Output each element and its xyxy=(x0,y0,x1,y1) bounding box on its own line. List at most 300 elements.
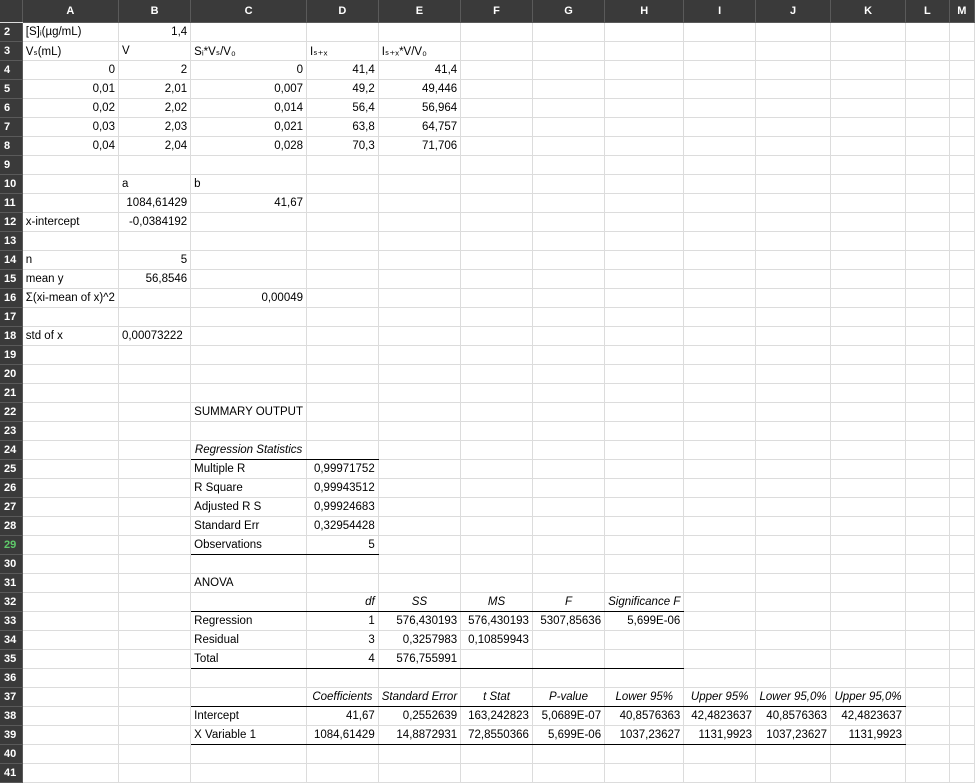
cell-j7[interactable] xyxy=(756,117,831,136)
cell-j12[interactable] xyxy=(756,212,831,231)
cell-d22[interactable] xyxy=(307,402,379,421)
cell-d11[interactable] xyxy=(307,193,379,212)
cell-c2[interactable] xyxy=(191,22,307,41)
cell-f22[interactable] xyxy=(461,402,533,421)
cell-k25[interactable] xyxy=(831,459,906,478)
cell-d12[interactable] xyxy=(307,212,379,231)
cell-g31[interactable] xyxy=(532,573,604,592)
cell-d32[interactable]: df xyxy=(307,592,379,611)
cell-d16[interactable] xyxy=(307,288,379,307)
cell-l27[interactable] xyxy=(906,497,950,516)
cell-a11[interactable] xyxy=(22,193,118,212)
cell-f16[interactable] xyxy=(461,288,533,307)
cell-b39[interactable] xyxy=(118,725,190,744)
cell-h15[interactable] xyxy=(605,269,684,288)
cell-i2[interactable] xyxy=(684,22,756,41)
cell-d26[interactable]: 0,99943512 xyxy=(307,478,379,497)
cell-l32[interactable] xyxy=(906,592,950,611)
cell-k39[interactable]: 1131,9923 xyxy=(831,725,906,744)
row-header-33[interactable]: 33 xyxy=(0,611,22,630)
cell-k20[interactable] xyxy=(831,364,906,383)
cell-l14[interactable] xyxy=(906,250,950,269)
cell-m19[interactable] xyxy=(949,345,974,364)
cell-l40[interactable] xyxy=(906,744,950,763)
cell-c19[interactable] xyxy=(191,345,307,364)
cell-d39[interactable]: 1084,61429 xyxy=(307,725,379,744)
cell-e19[interactable] xyxy=(378,345,460,364)
cell-b4[interactable]: 2 xyxy=(118,60,190,79)
cell-a23[interactable] xyxy=(22,421,118,440)
cell-d4[interactable]: 41,4 xyxy=(307,60,379,79)
cell-e23[interactable] xyxy=(378,421,460,440)
row-header-4[interactable]: 4 xyxy=(0,60,22,79)
cell-c25[interactable]: Multiple R xyxy=(191,459,307,478)
cell-m18[interactable] xyxy=(949,326,974,345)
cell-g26[interactable] xyxy=(532,478,604,497)
cell-j25[interactable] xyxy=(756,459,831,478)
cell-c41[interactable] xyxy=(191,763,307,782)
cell-h32[interactable]: Significance F xyxy=(605,592,684,611)
cell-k14[interactable] xyxy=(831,250,906,269)
cell-m34[interactable] xyxy=(949,630,974,649)
cell-i9[interactable] xyxy=(684,155,756,174)
cell-a18[interactable]: std of x xyxy=(22,326,118,345)
cell-f18[interactable] xyxy=(461,326,533,345)
cell-l4[interactable] xyxy=(906,60,950,79)
cell-i37[interactable]: Upper 95% xyxy=(684,687,756,706)
cell-f12[interactable] xyxy=(461,212,533,231)
row-header-36[interactable]: 36 xyxy=(0,668,22,687)
cell-e21[interactable] xyxy=(378,383,460,402)
row-header-35[interactable]: 35 xyxy=(0,649,22,668)
cell-g10[interactable] xyxy=(532,174,604,193)
cell-a25[interactable] xyxy=(22,459,118,478)
cell-b15[interactable]: 56,8546 xyxy=(118,269,190,288)
cell-d28[interactable]: 0,32954428 xyxy=(307,516,379,535)
cell-k7[interactable] xyxy=(831,117,906,136)
cell-d41[interactable] xyxy=(307,763,379,782)
cell-h27[interactable] xyxy=(605,497,684,516)
cell-g19[interactable] xyxy=(532,345,604,364)
cell-f27[interactable] xyxy=(461,497,533,516)
cell-j38[interactable]: 40,8576363 xyxy=(756,706,831,725)
cell-e35[interactable]: 576,755991 xyxy=(378,649,460,668)
column-header-e[interactable]: E xyxy=(378,0,460,22)
row-header-41[interactable]: 41 xyxy=(0,763,22,782)
cell-e6[interactable]: 56,964 xyxy=(378,98,460,117)
cell-e22[interactable] xyxy=(378,402,460,421)
cell-f40[interactable] xyxy=(461,744,533,763)
cell-d29[interactable]: 5 xyxy=(307,535,379,554)
cell-m11[interactable] xyxy=(949,193,974,212)
cell-e36[interactable] xyxy=(378,668,460,687)
cell-j35[interactable] xyxy=(756,649,831,668)
cell-j32[interactable] xyxy=(756,592,831,611)
cell-h25[interactable] xyxy=(605,459,684,478)
cell-f33[interactable]: 576,430193 xyxy=(461,611,533,630)
cell-a9[interactable] xyxy=(22,155,118,174)
cell-l21[interactable] xyxy=(906,383,950,402)
cell-a30[interactable] xyxy=(22,554,118,573)
cell-l29[interactable] xyxy=(906,535,950,554)
column-header-g[interactable]: G xyxy=(532,0,604,22)
row-header-40[interactable]: 40 xyxy=(0,744,22,763)
cell-c12[interactable] xyxy=(191,212,307,231)
cell-j41[interactable] xyxy=(756,763,831,782)
cell-c40[interactable] xyxy=(191,744,307,763)
cell-e12[interactable] xyxy=(378,212,460,231)
cell-k18[interactable] xyxy=(831,326,906,345)
row-header-23[interactable]: 23 xyxy=(0,421,22,440)
cell-a12[interactable]: x-intercept xyxy=(22,212,118,231)
cell-e41[interactable] xyxy=(378,763,460,782)
cell-a24[interactable] xyxy=(22,440,118,459)
cell-c20[interactable] xyxy=(191,364,307,383)
cell-a20[interactable] xyxy=(22,364,118,383)
cell-d2[interactable] xyxy=(307,22,379,41)
cell-m22[interactable] xyxy=(949,402,974,421)
cell-l5[interactable] xyxy=(906,79,950,98)
cell-e18[interactable] xyxy=(378,326,460,345)
cell-i31[interactable] xyxy=(684,573,756,592)
cell-k26[interactable] xyxy=(831,478,906,497)
cell-h23[interactable] xyxy=(605,421,684,440)
cell-b10[interactable]: a xyxy=(118,174,190,193)
cell-m7[interactable] xyxy=(949,117,974,136)
row-header-15[interactable]: 15 xyxy=(0,269,22,288)
cell-m36[interactable] xyxy=(949,668,974,687)
cell-e7[interactable]: 64,757 xyxy=(378,117,460,136)
cell-c10[interactable]: b xyxy=(191,174,307,193)
cell-j39[interactable]: 1037,23627 xyxy=(756,725,831,744)
cell-h20[interactable] xyxy=(605,364,684,383)
cell-i35[interactable] xyxy=(684,649,756,668)
cell-e8[interactable]: 71,706 xyxy=(378,136,460,155)
cell-e39[interactable]: 14,8872931 xyxy=(378,725,460,744)
cell-k33[interactable] xyxy=(831,611,906,630)
cell-d30[interactable] xyxy=(307,554,379,573)
cell-m29[interactable] xyxy=(949,535,974,554)
cell-a3[interactable]: Vₛ(mL) xyxy=(22,41,118,60)
cell-j37[interactable]: Lower 95,0% xyxy=(756,687,831,706)
cell-i15[interactable] xyxy=(684,269,756,288)
cell-d9[interactable] xyxy=(307,155,379,174)
cell-m31[interactable] xyxy=(949,573,974,592)
cell-b37[interactable] xyxy=(118,687,190,706)
row-header-19[interactable]: 19 xyxy=(0,345,22,364)
cell-c4[interactable]: 0 xyxy=(191,60,307,79)
cell-b12[interactable]: -0,0384192 xyxy=(118,212,190,231)
cell-e20[interactable] xyxy=(378,364,460,383)
column-header-h[interactable]: H xyxy=(605,0,684,22)
cell-k31[interactable] xyxy=(831,573,906,592)
cell-j4[interactable] xyxy=(756,60,831,79)
cell-c5[interactable]: 0,007 xyxy=(191,79,307,98)
cell-c6[interactable]: 0,014 xyxy=(191,98,307,117)
cell-h21[interactable] xyxy=(605,383,684,402)
cell-c34[interactable]: Residual xyxy=(191,630,307,649)
cell-d19[interactable] xyxy=(307,345,379,364)
cell-c38[interactable]: Intercept xyxy=(191,706,307,725)
cell-b18[interactable]: 0,00073222 xyxy=(118,326,190,345)
cell-j2[interactable] xyxy=(756,22,831,41)
cell-m28[interactable] xyxy=(949,516,974,535)
cell-j3[interactable] xyxy=(756,41,831,60)
cell-f3[interactable] xyxy=(461,41,533,60)
cell-l7[interactable] xyxy=(906,117,950,136)
cell-k27[interactable] xyxy=(831,497,906,516)
cell-m30[interactable] xyxy=(949,554,974,573)
row-header-25[interactable]: 25 xyxy=(0,459,22,478)
cell-j23[interactable] xyxy=(756,421,831,440)
cell-b24[interactable] xyxy=(118,440,190,459)
row-header-32[interactable]: 32 xyxy=(0,592,22,611)
cell-b34[interactable] xyxy=(118,630,190,649)
cell-e14[interactable] xyxy=(378,250,460,269)
cell-m14[interactable] xyxy=(949,250,974,269)
cell-a14[interactable]: n xyxy=(22,250,118,269)
cell-c29[interactable]: Observations xyxy=(191,535,307,554)
cell-e5[interactable]: 49,446 xyxy=(378,79,460,98)
cell-f7[interactable] xyxy=(461,117,533,136)
cell-k4[interactable] xyxy=(831,60,906,79)
cell-l35[interactable] xyxy=(906,649,950,668)
cell-g33[interactable]: 5307,85636 xyxy=(532,611,604,630)
cell-i19[interactable] xyxy=(684,345,756,364)
cell-b33[interactable] xyxy=(118,611,190,630)
cell-d31[interactable] xyxy=(307,573,379,592)
row-header-39[interactable]: 39 xyxy=(0,725,22,744)
cell-l12[interactable] xyxy=(906,212,950,231)
cell-c16[interactable]: 0,00049 xyxy=(191,288,307,307)
cell-c35[interactable]: Total xyxy=(191,649,307,668)
cell-b22[interactable] xyxy=(118,402,190,421)
cell-i10[interactable] xyxy=(684,174,756,193)
cell-f36[interactable] xyxy=(461,668,533,687)
cell-a34[interactable] xyxy=(22,630,118,649)
cell-l20[interactable] xyxy=(906,364,950,383)
cell-a8[interactable]: 0,04 xyxy=(22,136,118,155)
cell-e28[interactable] xyxy=(378,516,460,535)
cell-i11[interactable] xyxy=(684,193,756,212)
cell-m17[interactable] xyxy=(949,307,974,326)
cell-k21[interactable] xyxy=(831,383,906,402)
cell-g17[interactable] xyxy=(532,307,604,326)
cell-b28[interactable] xyxy=(118,516,190,535)
cell-m4[interactable] xyxy=(949,60,974,79)
cell-a19[interactable] xyxy=(22,345,118,364)
cell-g20[interactable] xyxy=(532,364,604,383)
cell-f26[interactable] xyxy=(461,478,533,497)
cell-e13[interactable] xyxy=(378,231,460,250)
cell-i16[interactable] xyxy=(684,288,756,307)
row-header-34[interactable]: 34 xyxy=(0,630,22,649)
cell-k12[interactable] xyxy=(831,212,906,231)
cell-d25[interactable]: 0,99971752 xyxy=(307,459,379,478)
cell-f37[interactable]: t Stat xyxy=(461,687,533,706)
cell-b11[interactable]: 1084,61429 xyxy=(118,193,190,212)
cell-l11[interactable] xyxy=(906,193,950,212)
cell-i4[interactable] xyxy=(684,60,756,79)
cell-a2[interactable]: [S]ᵢ(µg/mL) xyxy=(22,22,118,41)
cell-a13[interactable] xyxy=(22,231,118,250)
cell-h41[interactable] xyxy=(605,763,684,782)
cell-f11[interactable] xyxy=(461,193,533,212)
row-header-20[interactable]: 20 xyxy=(0,364,22,383)
cell-b38[interactable] xyxy=(118,706,190,725)
cell-k28[interactable] xyxy=(831,516,906,535)
cell-d18[interactable] xyxy=(307,326,379,345)
cell-h19[interactable] xyxy=(605,345,684,364)
cell-i7[interactable] xyxy=(684,117,756,136)
row-header-9[interactable]: 9 xyxy=(0,155,22,174)
cell-a39[interactable] xyxy=(22,725,118,744)
cell-i27[interactable] xyxy=(684,497,756,516)
cell-g12[interactable] xyxy=(532,212,604,231)
cell-h3[interactable] xyxy=(605,41,684,60)
cell-j31[interactable] xyxy=(756,573,831,592)
cell-d33[interactable]: 1 xyxy=(307,611,379,630)
row-header-27[interactable]: 27 xyxy=(0,497,22,516)
cell-f32[interactable]: MS xyxy=(461,592,533,611)
cell-m24[interactable] xyxy=(949,440,974,459)
cell-e34[interactable]: 0,3257983 xyxy=(378,630,460,649)
cell-m10[interactable] xyxy=(949,174,974,193)
cell-m2[interactable] xyxy=(949,22,974,41)
cell-e9[interactable] xyxy=(378,155,460,174)
cell-g13[interactable] xyxy=(532,231,604,250)
cell-b9[interactable] xyxy=(118,155,190,174)
cell-c23[interactable] xyxy=(191,421,307,440)
cell-h16[interactable] xyxy=(605,288,684,307)
cell-g11[interactable] xyxy=(532,193,604,212)
cell-a21[interactable] xyxy=(22,383,118,402)
cell-e33[interactable]: 576,430193 xyxy=(378,611,460,630)
cell-c11[interactable]: 41,67 xyxy=(191,193,307,212)
cell-l38[interactable] xyxy=(906,706,950,725)
row-header-3[interactable]: 3 xyxy=(0,41,22,60)
cell-l13[interactable] xyxy=(906,231,950,250)
cell-f24[interactable] xyxy=(461,440,533,459)
cell-l33[interactable] xyxy=(906,611,950,630)
cell-d20[interactable] xyxy=(307,364,379,383)
row-header-28[interactable]: 28 xyxy=(0,516,22,535)
cell-i33[interactable] xyxy=(684,611,756,630)
cell-a28[interactable] xyxy=(22,516,118,535)
column-header-d[interactable]: D xyxy=(307,0,379,22)
cell-j9[interactable] xyxy=(756,155,831,174)
cell-a4[interactable]: 0 xyxy=(22,60,118,79)
cell-m27[interactable] xyxy=(949,497,974,516)
cell-g27[interactable] xyxy=(532,497,604,516)
cell-c15[interactable] xyxy=(191,269,307,288)
cell-f21[interactable] xyxy=(461,383,533,402)
cell-f25[interactable] xyxy=(461,459,533,478)
cell-f17[interactable] xyxy=(461,307,533,326)
cell-m16[interactable] xyxy=(949,288,974,307)
cell-i22[interactable] xyxy=(684,402,756,421)
cell-g37[interactable]: P-value xyxy=(532,687,604,706)
cell-f14[interactable] xyxy=(461,250,533,269)
cell-b7[interactable]: 2,03 xyxy=(118,117,190,136)
cell-f30[interactable] xyxy=(461,554,533,573)
cell-h26[interactable] xyxy=(605,478,684,497)
cell-d34[interactable]: 3 xyxy=(307,630,379,649)
cell-j10[interactable] xyxy=(756,174,831,193)
cell-c9[interactable] xyxy=(191,155,307,174)
row-header-2[interactable]: 2 xyxy=(0,22,22,41)
cell-m13[interactable] xyxy=(949,231,974,250)
cell-h14[interactable] xyxy=(605,250,684,269)
cell-h29[interactable] xyxy=(605,535,684,554)
cell-h10[interactable] xyxy=(605,174,684,193)
cell-h13[interactable] xyxy=(605,231,684,250)
cell-e16[interactable] xyxy=(378,288,460,307)
cell-g2[interactable] xyxy=(532,22,604,41)
cell-e37[interactable]: Standard Error xyxy=(378,687,460,706)
cell-j28[interactable] xyxy=(756,516,831,535)
cell-c8[interactable]: 0,028 xyxy=(191,136,307,155)
cell-d8[interactable]: 70,3 xyxy=(307,136,379,155)
column-header-k[interactable]: K xyxy=(831,0,906,22)
cell-g39[interactable]: 5,699E-06 xyxy=(532,725,604,744)
cell-c7[interactable]: 0,021 xyxy=(191,117,307,136)
cell-f5[interactable] xyxy=(461,79,533,98)
row-header-16[interactable]: 16 xyxy=(0,288,22,307)
row-header-37[interactable]: 37 xyxy=(0,687,22,706)
column-header-i[interactable]: I xyxy=(684,0,756,22)
cell-l34[interactable] xyxy=(906,630,950,649)
cell-i41[interactable] xyxy=(684,763,756,782)
cell-j18[interactable] xyxy=(756,326,831,345)
cell-g29[interactable] xyxy=(532,535,604,554)
cell-f38[interactable]: 163,242823 xyxy=(461,706,533,725)
cell-g9[interactable] xyxy=(532,155,604,174)
cell-j22[interactable] xyxy=(756,402,831,421)
cell-a7[interactable]: 0,03 xyxy=(22,117,118,136)
cell-k8[interactable] xyxy=(831,136,906,155)
cell-g6[interactable] xyxy=(532,98,604,117)
cell-j36[interactable] xyxy=(756,668,831,687)
cell-b23[interactable] xyxy=(118,421,190,440)
row-header-22[interactable]: 22 xyxy=(0,402,22,421)
cell-a22[interactable] xyxy=(22,402,118,421)
cell-c37[interactable] xyxy=(191,687,307,706)
cell-a16[interactable]: Σ(xi-mean of x)^2 xyxy=(22,288,118,307)
cell-d35[interactable]: 4 xyxy=(307,649,379,668)
cell-b32[interactable] xyxy=(118,592,190,611)
cell-g23[interactable] xyxy=(532,421,604,440)
cell-m35[interactable] xyxy=(949,649,974,668)
cell-i20[interactable] xyxy=(684,364,756,383)
cell-b19[interactable] xyxy=(118,345,190,364)
cell-c26[interactable]: R Square xyxy=(191,478,307,497)
cell-d6[interactable]: 56,4 xyxy=(307,98,379,117)
cell-i17[interactable] xyxy=(684,307,756,326)
cell-j16[interactable] xyxy=(756,288,831,307)
cell-k17[interactable] xyxy=(831,307,906,326)
cell-k22[interactable] xyxy=(831,402,906,421)
cell-f15[interactable] xyxy=(461,269,533,288)
cell-g16[interactable] xyxy=(532,288,604,307)
cell-g8[interactable] xyxy=(532,136,604,155)
cell-d37[interactable]: Coefficients xyxy=(307,687,379,706)
cell-a27[interactable] xyxy=(22,497,118,516)
cell-g14[interactable] xyxy=(532,250,604,269)
column-header-j[interactable]: J xyxy=(756,0,831,22)
cell-l28[interactable] xyxy=(906,516,950,535)
cell-a36[interactable] xyxy=(22,668,118,687)
